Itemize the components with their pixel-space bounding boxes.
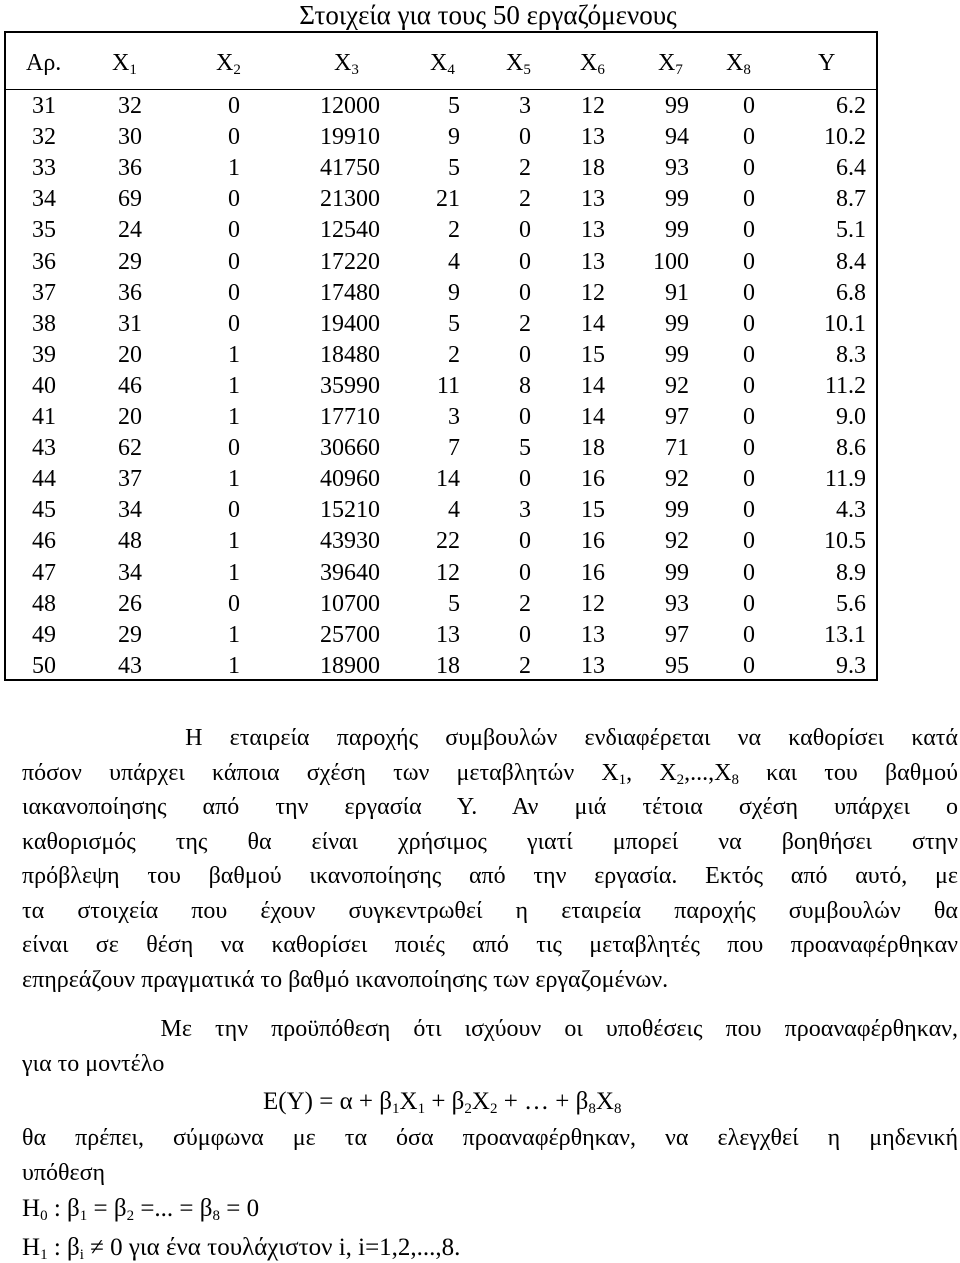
table-cell: 37 bbox=[32, 279, 56, 306]
table-cell: 1 bbox=[228, 559, 240, 586]
table-cell: 2 bbox=[448, 341, 460, 368]
table-cell: 0 bbox=[519, 217, 531, 244]
table-cell: 24 bbox=[118, 217, 142, 244]
table-cell: 11.2 bbox=[824, 372, 866, 399]
table-cell: 0 bbox=[743, 559, 755, 586]
table-cell: 47 bbox=[32, 559, 56, 586]
table-cell: 2 bbox=[519, 652, 531, 679]
table-cell: 0 bbox=[519, 466, 531, 493]
table-cell: 94 bbox=[665, 124, 689, 151]
table-cell: 2 bbox=[448, 217, 460, 244]
table-cell: 99 bbox=[665, 93, 689, 119]
table-cell: 8.6 bbox=[836, 435, 866, 462]
column-header: $X_2$ bbox=[216, 50, 241, 78]
table-cell: 9.3 bbox=[836, 652, 866, 679]
table-cell: 9.0 bbox=[836, 404, 866, 430]
table-cell: 1 bbox=[228, 155, 240, 182]
table-cell: 0 bbox=[743, 124, 755, 151]
table-cell: 8.9 bbox=[836, 559, 866, 586]
table-cell: 12 bbox=[581, 93, 605, 119]
table-cell: 13.1 bbox=[824, 621, 866, 648]
table-cell: 35990 bbox=[320, 372, 380, 399]
table-cell: 41750 bbox=[320, 155, 380, 182]
table-cell: 16 bbox=[581, 559, 605, 586]
table-cell: 13 bbox=[581, 124, 605, 151]
column-header-subscript: 8 bbox=[743, 62, 751, 78]
table-cell: 8.3 bbox=[836, 341, 866, 368]
table-cell: 19400 bbox=[320, 310, 380, 337]
table-cell: 30 bbox=[118, 124, 142, 151]
table-cell: 1 bbox=[228, 466, 240, 493]
table-cell: 39 bbox=[32, 341, 56, 368]
table-cell: 31 bbox=[32, 93, 56, 119]
table-cell: 0 bbox=[519, 621, 531, 648]
table-cell: 13 bbox=[581, 652, 605, 679]
table-cell: 3 bbox=[448, 404, 460, 430]
column-header: Αρ. bbox=[26, 50, 62, 76]
text-line: πόσον υπάρχει κάποια σχέση των μεταβλητών $X_1$, $X_2,...,X_8$ και του βαθμού bbox=[22, 759, 958, 788]
table-cell: 15210 bbox=[320, 497, 380, 524]
table-cell: 11 bbox=[436, 372, 460, 399]
table-cell: 5.6 bbox=[836, 590, 866, 617]
table-cell: 99 bbox=[665, 310, 689, 337]
table-cell: 92 bbox=[665, 466, 689, 493]
table-cell: 0 bbox=[743, 590, 755, 617]
table-cell: 29 bbox=[118, 621, 142, 648]
table-cell: 21 bbox=[436, 186, 460, 213]
column-header: $X_5$ bbox=[506, 50, 531, 78]
table-cell: 9 bbox=[448, 279, 460, 306]
table-cell: 11.9 bbox=[824, 466, 866, 493]
table-cell: 6.2 bbox=[836, 93, 866, 119]
table-cell: 8.4 bbox=[836, 248, 866, 275]
text-line: για το μοντέλο bbox=[22, 1050, 165, 1077]
table-cell: 1 bbox=[228, 528, 240, 555]
table-cell: 18 bbox=[581, 435, 605, 462]
table-cell: 0 bbox=[743, 528, 755, 555]
table-cell: 4 bbox=[448, 248, 460, 275]
table-cell: 50 bbox=[32, 652, 56, 679]
table-cell: 20 bbox=[118, 341, 142, 368]
table-cell: 30660 bbox=[320, 435, 380, 462]
table-cell: 99 bbox=[665, 497, 689, 524]
table-cell: 93 bbox=[665, 590, 689, 617]
column-header: $X_8$ bbox=[726, 50, 751, 78]
table-cell: 5 bbox=[448, 155, 460, 182]
table-cell: 1 bbox=[228, 372, 240, 399]
alternative-hypothesis: $H_1$ : $\beta_i \ne 0$ για ένα τουλάχιστον i, i=1,2,...,8. bbox=[22, 1234, 461, 1263]
table-cell: 18480 bbox=[320, 341, 380, 368]
table-cell: 0 bbox=[519, 279, 531, 306]
table-cell: 22 bbox=[436, 528, 460, 555]
table-cell: 36 bbox=[118, 279, 142, 306]
table-cell: 2 bbox=[519, 590, 531, 617]
table-cell: 39640 bbox=[320, 559, 380, 586]
table-cell: 0 bbox=[228, 186, 240, 213]
table-cell: 1 bbox=[228, 341, 240, 368]
table-cell: 2 bbox=[519, 155, 531, 182]
table-cell: 92 bbox=[665, 528, 689, 555]
table-cell: 5.1 bbox=[836, 217, 866, 244]
table-cell: 0 bbox=[228, 124, 240, 151]
table-cell: 0 bbox=[743, 466, 755, 493]
table-cell: 46 bbox=[118, 372, 142, 399]
table-cell: 13 bbox=[581, 621, 605, 648]
table-cell: 43930 bbox=[320, 528, 380, 555]
table-cell: 16 bbox=[581, 466, 605, 493]
table-cell: 1 bbox=[228, 652, 240, 679]
table-cell: 46 bbox=[32, 528, 56, 555]
table-cell: 12000 bbox=[320, 93, 380, 119]
table-cell: 13 bbox=[436, 621, 460, 648]
table-cell: 100 bbox=[653, 248, 689, 275]
text-line: υπόθεση bbox=[22, 1159, 106, 1186]
table-cell: 48 bbox=[32, 590, 56, 617]
table-cell: 0 bbox=[519, 528, 531, 555]
table-cell: 32 bbox=[118, 93, 142, 119]
column-header: Y bbox=[818, 50, 836, 76]
table-cell: 12 bbox=[436, 559, 460, 586]
table-cell: 0 bbox=[519, 404, 531, 430]
column-header: $X_1$ bbox=[112, 50, 137, 78]
table-cell: 21300 bbox=[320, 186, 380, 213]
table-cell: 95 bbox=[665, 652, 689, 679]
table-cell: 0 bbox=[743, 435, 755, 462]
column-header-subscript: 7 bbox=[675, 62, 683, 78]
text-line: θα πρέπει, σύμφωνα με τα όσα προαναφέρθηκαν, να ελεγχθεί η μηδενική bbox=[22, 1125, 958, 1151]
table-cell: 14 bbox=[581, 372, 605, 399]
text-line: τα στοιχεία που έχουν συγκεντρωθεί η εταιρεία παροχής συμβουλών θα bbox=[22, 897, 958, 924]
table-cell: 10700 bbox=[320, 590, 380, 617]
table-cell: 18 bbox=[581, 155, 605, 182]
table-cell: 7 bbox=[448, 435, 460, 462]
table-cell: 0 bbox=[228, 310, 240, 337]
table-cell: 48 bbox=[118, 528, 142, 555]
table-cell: 14 bbox=[581, 310, 605, 337]
model-intro-paragraph bbox=[22, 1012, 958, 1081]
table-cell: 6.4 bbox=[836, 155, 866, 182]
description-paragraph bbox=[22, 721, 958, 997]
table-cell: 0 bbox=[743, 186, 755, 213]
table-cell: 0 bbox=[743, 248, 755, 275]
table-cell: 18 bbox=[436, 652, 460, 679]
table-cell: 0 bbox=[743, 621, 755, 648]
table-cell: 17480 bbox=[320, 279, 380, 306]
table-cell: 36 bbox=[32, 248, 56, 275]
table-cell: 0 bbox=[743, 310, 755, 337]
table-cell: 99 bbox=[665, 217, 689, 244]
table-cell: 0 bbox=[743, 341, 755, 368]
table-cell: 5 bbox=[448, 590, 460, 617]
table-cell: 69 bbox=[118, 186, 142, 213]
table-cell: 0 bbox=[519, 248, 531, 275]
table-cell: 36 bbox=[118, 155, 142, 182]
table-cell: 20 bbox=[118, 404, 142, 430]
null-hypothesis: $H_0$ : $\beta_1 = \beta_2$ =... = $\beta_8 = 0$ bbox=[22, 1195, 260, 1224]
text-line: πρόβλεψη του βαθμού ικανοποίησης από την εργασία. Εκτός από αυτό, με bbox=[22, 863, 958, 889]
header-divider bbox=[6, 89, 876, 90]
table-cell: 62 bbox=[118, 435, 142, 462]
table-cell: 15 bbox=[581, 497, 605, 524]
column-header: $X_6$ bbox=[580, 50, 605, 78]
column-header: $X_4$ bbox=[430, 50, 455, 78]
table-cell: 97 bbox=[665, 621, 689, 648]
table-cell: 34 bbox=[32, 186, 56, 213]
table-cell: 4.3 bbox=[836, 497, 866, 524]
hypothesis-intro-paragraph bbox=[22, 1121, 958, 1190]
table-cell: 0 bbox=[743, 217, 755, 244]
table-cell: 16 bbox=[581, 528, 605, 555]
table-cell: 10.2 bbox=[824, 124, 866, 151]
table-cell: 13 bbox=[581, 186, 605, 213]
model-formula: $E(Y) = \alpha + \beta_1X_1 + \beta_2X_2$ + … + $\beta_8X_8$ bbox=[263, 1088, 622, 1117]
table-cell: 0 bbox=[743, 372, 755, 399]
table-cell: 0 bbox=[228, 248, 240, 275]
table-cell: 0 bbox=[228, 497, 240, 524]
text-line: Με την προϋπόθεση ότι ισχύουν οι υποθέσεις που προαναφέρθηκαν, bbox=[22, 1016, 958, 1042]
table-cell: 0 bbox=[519, 341, 531, 368]
table-cell: 93 bbox=[665, 155, 689, 182]
table-cell: 26 bbox=[118, 590, 142, 617]
table-cell: 34 bbox=[118, 559, 142, 586]
table-cell: 0 bbox=[743, 652, 755, 679]
column-header: $X_3$ bbox=[334, 50, 359, 78]
table-cell: 0 bbox=[743, 155, 755, 182]
table-cell: 14 bbox=[436, 466, 460, 493]
table-cell: 13 bbox=[581, 248, 605, 275]
table-cell: 0 bbox=[519, 559, 531, 586]
table-cell: 2 bbox=[519, 310, 531, 337]
text-line: ιακανοποίησης από την εργασία Υ. Αν μιά τέτοια σχέση υπάρχει ο bbox=[22, 794, 958, 820]
table-cell: 99 bbox=[665, 186, 689, 213]
table-cell: 15 bbox=[581, 341, 605, 368]
table-cell: 18900 bbox=[320, 652, 380, 679]
table-cell: 91 bbox=[665, 279, 689, 306]
table-cell: 2 bbox=[519, 186, 531, 213]
table-cell: 0 bbox=[228, 93, 240, 119]
table-cell: 10.5 bbox=[824, 528, 866, 555]
table-cell: 17710 bbox=[320, 404, 380, 430]
table-cell: 9 bbox=[448, 124, 460, 151]
table-cell: 40 bbox=[32, 372, 56, 399]
column-header-subscript: 1 bbox=[129, 62, 137, 78]
table-cell: 17220 bbox=[320, 248, 380, 275]
table-cell: 0 bbox=[228, 590, 240, 617]
table-cell: 8 bbox=[519, 372, 531, 399]
table-cell: 97 bbox=[665, 404, 689, 430]
text-line: είναι σε θέση να καθορίσει ποιές από τις μεταβλητές που προαναφέρθηκαν bbox=[22, 932, 958, 958]
table-cell: 12540 bbox=[320, 217, 380, 244]
table-cell: 99 bbox=[665, 559, 689, 586]
table-cell: 5 bbox=[448, 310, 460, 337]
table-cell: 1 bbox=[228, 404, 240, 430]
column-header-subscript: 2 bbox=[233, 62, 241, 78]
table-cell: 0 bbox=[743, 497, 755, 524]
table-cell: 1 bbox=[228, 621, 240, 648]
table-cell: 40960 bbox=[320, 466, 380, 493]
table-cell: 12 bbox=[581, 590, 605, 617]
table-cell: 19910 bbox=[320, 124, 380, 151]
table-cell: 0 bbox=[743, 279, 755, 306]
text-line: Η εταιρεία παροχής συμβουλών ενδιαφέρεται να καθορίσει κατά bbox=[22, 725, 958, 751]
table-cell: 31 bbox=[118, 310, 142, 337]
table-cell: 32 bbox=[32, 124, 56, 151]
table-cell: 37 bbox=[118, 466, 142, 493]
table-cell: 71 bbox=[665, 435, 689, 462]
table-cell: 35 bbox=[32, 217, 56, 244]
table-cell: 6.8 bbox=[836, 279, 866, 306]
table-cell: 10.1 bbox=[824, 310, 866, 337]
table-cell: 29 bbox=[118, 248, 142, 275]
table-cell: 0 bbox=[228, 217, 240, 244]
table-cell: 44 bbox=[32, 466, 56, 493]
page-title: Στοιχεία για τους 50 εργαζόμενους bbox=[299, 0, 677, 30]
table-cell: 8.7 bbox=[836, 186, 866, 213]
table-cell: 34 bbox=[118, 497, 142, 524]
column-header-subscript: 3 bbox=[351, 62, 359, 78]
column-header: $X_7$ bbox=[658, 50, 683, 78]
table-cell: 0 bbox=[228, 435, 240, 462]
text-line: καθορισμός της θα είναι χρήσιμος γιατί μπορεί να βοηθήσει στην bbox=[22, 828, 958, 855]
table-cell: 12 bbox=[581, 279, 605, 306]
table-cell: 43 bbox=[32, 435, 56, 462]
text-line: επηρεάζουν πραγματικά το βαθμό ικανοποίησης των εργαζομένων. bbox=[22, 966, 669, 993]
table-cell: 5 bbox=[519, 435, 531, 462]
table-cell: 92 bbox=[665, 372, 689, 399]
table-cell: 0 bbox=[743, 93, 755, 119]
table-cell: 4 bbox=[448, 497, 460, 524]
table-cell: 99 bbox=[665, 341, 689, 368]
table-cell: 5 bbox=[448, 93, 460, 119]
table-cell: 13 bbox=[581, 217, 605, 244]
table-cell: 38 bbox=[32, 310, 56, 337]
column-header-subscript: 5 bbox=[523, 62, 531, 78]
column-header-subscript: 6 bbox=[597, 62, 605, 78]
data-table bbox=[4, 31, 878, 681]
table-cell: 0 bbox=[743, 404, 755, 430]
table-cell: 0 bbox=[228, 279, 240, 306]
table-cell: 3 bbox=[519, 93, 531, 119]
table-cell: 33 bbox=[32, 155, 56, 182]
table-cell: 45 bbox=[32, 497, 56, 524]
table-cell: 0 bbox=[519, 124, 531, 151]
table-cell: 43 bbox=[118, 652, 142, 679]
table-cell: 3 bbox=[519, 497, 531, 524]
table-cell: 14 bbox=[581, 404, 605, 430]
table-cell: 41 bbox=[32, 404, 56, 430]
column-header-subscript: 4 bbox=[447, 62, 455, 78]
table-cell: 25700 bbox=[320, 621, 380, 648]
table-cell: 49 bbox=[32, 621, 56, 648]
